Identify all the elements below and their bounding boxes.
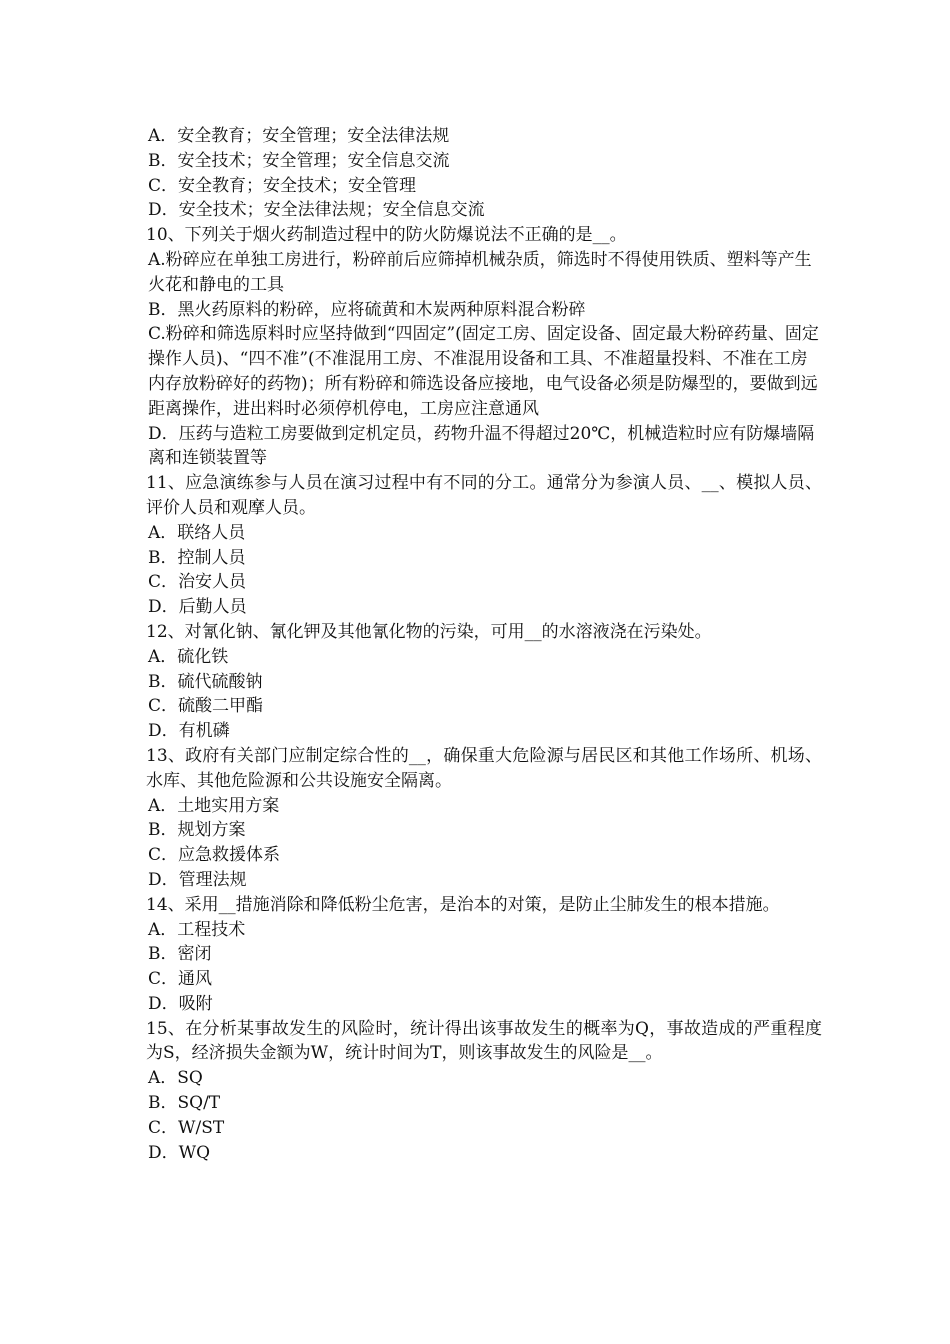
- answer-option: D．管理法规: [148, 869, 247, 890]
- answer-option: C.粉碎和筛选原料时应坚持做到“四固定”(固定工房、固定设备、固定最大粉碎药量、固定操作人员)、“四不准”(不准混用工房、不准混用设备和工具、不准超量投料、不准在工房内存放粉碎好的药物)；所有粉碎和筛选设备应接地，电气设备必须是防爆型的，要做到远距离操作，进出料时必须停机停电，工房应注意通风: [148, 324, 819, 419]
- question-stem: 14、采用__措施消除和降低粉尘危害，是治本的对策，是防止尘肺发生的根本措施。: [146, 894, 780, 915]
- document-page: [146, 124, 822, 1165]
- answer-option: A．联络人员: [148, 522, 246, 543]
- answer-option: A．SQ: [148, 1068, 203, 1089]
- question-stem: 12、对氰化钠、氰化钾及其他氰化物的污染，可用__的水溶液浇在污染处。: [146, 621, 712, 642]
- question-stem: 15、在分析某事故发生的风险时，统计得出该事故发生的概率为Q，事故造成的严重程度为S，经济损失金额为W，统计时间为T，则该事故发生的风险是__。: [146, 1018, 822, 1064]
- answer-option: D．吸附: [148, 993, 213, 1014]
- answer-option: B．硫代硫酸钠: [148, 671, 263, 692]
- answer-option: A．土地实用方案: [148, 795, 280, 816]
- answer-option: B．SQ/T: [148, 1093, 221, 1114]
- question-stem: 13、政府有关部门应制定综合性的__，确保重大危险源与居民区和其他工作场所、机场、水库、其他危险源和公共设施安全隔离。: [146, 745, 822, 791]
- question-list: [146, 124, 822, 1165]
- answer-option: B．规划方案: [148, 820, 246, 841]
- answer-option: D．安全技术；安全法律法规；安全信息交流: [148, 200, 485, 221]
- answer-option: C．安全教育；安全技术；安全管理: [148, 175, 417, 196]
- answer-option: A.粉碎应在单独工房进行，粉碎前后应筛掉机械杂质，筛选时不得使用铁质、塑料等产生火花和静电的工具: [148, 249, 812, 295]
- answer-option: D．后勤人员: [148, 597, 247, 618]
- answer-option: D．压药与造粒工房要做到定机定员，药物升温不得超过20℃，机械造粒时应有防爆墙隔离和连锁装置等: [148, 423, 815, 469]
- answer-option: C．W/ST: [148, 1117, 225, 1138]
- answer-option: A．工程技术: [148, 919, 246, 940]
- answer-option: C．硫酸二甲酯: [148, 696, 264, 717]
- answer-option: D．有机磷: [148, 721, 230, 742]
- question-stem: 11、应急演练参与人员在演习过程中有不同的分工。通常分为参演人员、__、模拟人员、评价人员和观摩人员。: [146, 473, 822, 518]
- answer-option: A．硫化铁: [148, 646, 229, 667]
- answer-option: D．WQ: [148, 1142, 211, 1163]
- answer-option: B．黑火药原料的粉碎，应将硫黄和木炭两种原料混合粉碎: [148, 299, 586, 320]
- answer-option: C．通风: [148, 969, 213, 990]
- answer-option: A．安全教育；安全管理；安全法律法规: [148, 126, 450, 146]
- answer-option: C．应急救援体系: [148, 845, 281, 866]
- answer-option: C．治安人员: [148, 572, 247, 593]
- answer-option: B．控制人员: [148, 547, 246, 568]
- question-stem: 10、下列关于烟火药制造过程中的防火防爆说法不正确的是__。: [146, 225, 627, 246]
- answer-option: B．密闭: [148, 944, 212, 965]
- answer-option: B．安全技术；安全管理；安全信息交流: [148, 150, 450, 171]
